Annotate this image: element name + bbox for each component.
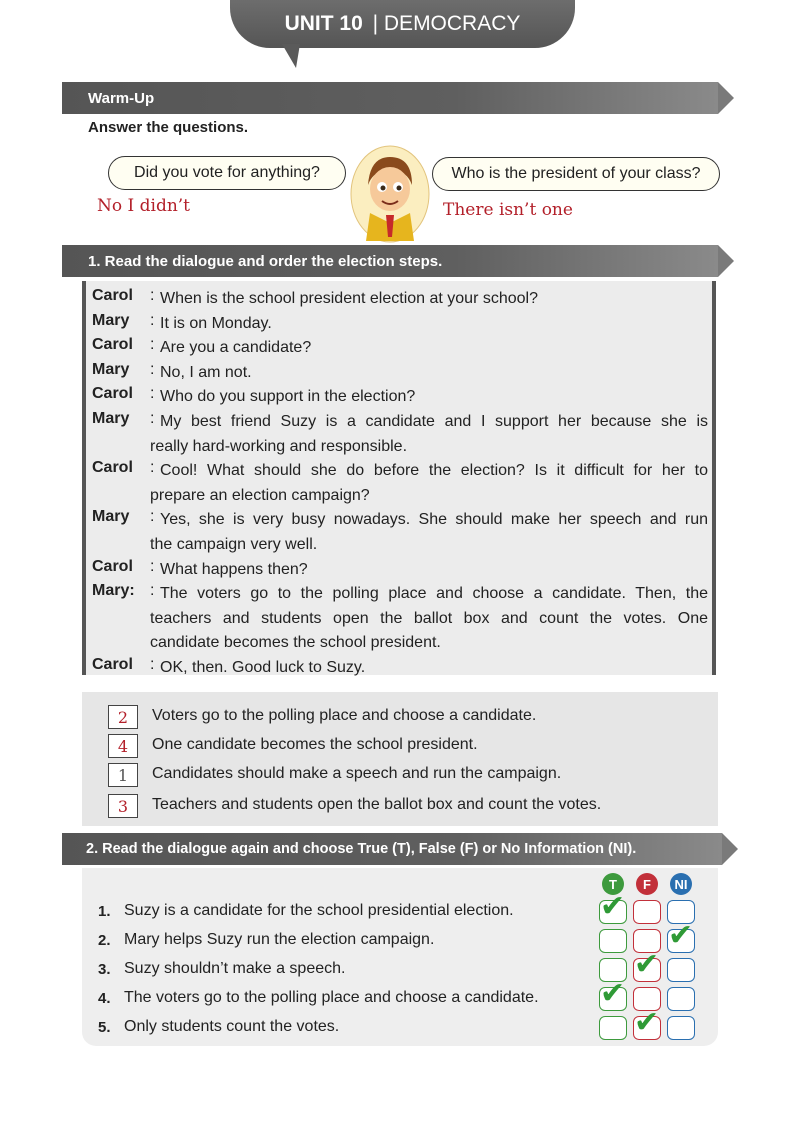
question-number: 1. [98,903,111,920]
dialogue-line: The voters go to the polling place and choose a candidate. Then, the [160,585,708,603]
dialogue-line: My best friend Suzy is a candidate and I support her because she is [160,413,708,430]
question-number: 5. [98,1019,111,1036]
dialogue-colon: : [150,287,155,304]
checkmark-icon: ✔ [634,1005,660,1040]
speech-bubble-right [432,157,720,191]
header-f-circle: F [636,873,658,895]
answer-checkbox-t[interactable] [599,929,627,953]
dialogue-speaker: Carol [92,656,133,673]
question-text: Mary helps Suzy run the election campaign. [124,931,435,948]
question-number: 4. [98,990,111,1007]
step-text: Voters go to the polling place and choose a candidate. [152,707,537,724]
dialogue-colon: : [150,360,155,378]
dialogue-line: When is the school president election at your school? [160,290,538,307]
dialogue-speaker: Mary: [92,582,135,600]
dialogue-line: really hard-working and responsible. [150,437,408,455]
question-number: 3. [98,961,111,978]
dialogue-colon: : [150,410,155,427]
unit-header [230,0,575,48]
warmup-bar-arrow [718,82,734,114]
unit-topic: DEMOCRACY [383,12,521,35]
question-text: Suzy shouldn’t make a speech. [124,960,346,977]
step-number-box: 3 [108,794,138,818]
step-text: Teachers and students open the ballot box and count the votes. [152,796,602,813]
answer-checkbox-ni[interactable] [667,958,695,982]
dialogue-line: Yes, she is very busy nowadays. She should make her speech and run [160,511,708,529]
step-number-box: 4 [108,734,138,758]
dialogue-line: It is on Monday. [160,314,272,332]
warmup-instruction: Answer the questions. [88,119,249,136]
dialogue-speaker: Mary [92,360,130,378]
dialogue-line: Are you a candidate? [160,339,312,357]
question-text: The voters go to the polling place and choose a candidate. [124,989,539,1006]
dialogue-colon: : [150,508,155,526]
checkmark-icon: ✔ [668,918,694,953]
section2-bar-arrow [722,833,738,865]
section2-title: 2. Read the dialogue again and choose True (T), False (F) or No Information (NI). [86,841,637,857]
header-t-circle: T [602,873,624,895]
header-tail [282,44,300,68]
boy-illustration [350,145,430,243]
question-number: 2. [98,932,111,949]
speech-bubble-left [108,156,346,190]
dialogue-colon: : [150,656,155,673]
dialogue-speaker: Carol [92,385,133,403]
warmup-title: Warm-Up [88,89,155,107]
header-ni-circle: NI [670,873,692,895]
dialogue-speaker: Mary [92,410,130,427]
step-number-box: 1 [108,763,138,787]
step-text: Candidates should make a speech and run the campaign. [152,765,562,782]
step-number-box: 2 [108,705,138,729]
dialogue-speaker: Carol [92,287,133,304]
answer-left: No I didn’t [97,196,191,216]
answer-checkbox-t[interactable] [599,1016,627,1040]
checkmark-icon: ✔ [634,947,660,982]
dialogue-colon: : [150,336,155,354]
dialogue-line: OK, then. Good luck to Suzy. [160,659,366,676]
dialogue-colon: : [150,582,155,600]
dialogue-speaker: Mary [92,508,130,526]
dialogue-speaker: Carol [92,557,133,575]
dialogue-speaker: Carol [92,336,133,354]
dialogue-line: candidate becomes the school president. [150,634,441,652]
dialogue-line: Cool! What should she do before the election? Is it difficult for her to [160,462,708,480]
dialogue-line: teachers and students open the ballot box and count the votes. One [150,609,708,627]
warmup-bar [62,82,718,114]
dialogue-line: What happens then? [160,560,308,578]
answer-checkbox-ni[interactable] [667,1016,695,1040]
answer-right: There isn’t one [443,200,573,220]
checkmark-icon: ✔ [600,976,626,1011]
dialogue-line: Who do you support in the election? [160,388,416,406]
dialogue-colon: : [150,385,155,403]
dialogue-colon: : [150,557,155,575]
unit-number: UNIT 10 [284,12,363,35]
checkmark-icon: ✔ [600,889,626,924]
step-text: One candidate becomes the school president. [152,736,478,753]
dialogue-line: prepare an election campaign? [150,486,370,504]
dialogue-colon: : [150,459,155,477]
dialogue-speaker: Mary [92,311,130,329]
dialogue-line: the campaign very well. [150,536,318,553]
section1-bar [62,245,718,277]
answer-checkbox-ni[interactable] [667,987,695,1011]
bubble-left-text: Did you vote for anything? [134,164,320,181]
answer-checkbox-f[interactable] [633,900,661,924]
section1-bar-arrow [718,245,734,277]
bubble-right-text: Who is the president of your class? [451,165,701,182]
question-text: Suzy is a candidate for the school presidential election. [124,902,514,919]
unit-separator: | [366,12,384,35]
section1-title: 1. Read the dialogue and order the election steps. [88,252,443,270]
dialogue-colon: : [150,311,155,329]
dialogue-speaker: Carol [92,459,133,477]
section2-bar [62,833,722,865]
dialogue-line: No, I am not. [160,363,252,381]
question-text: Only students count the votes. [124,1018,340,1035]
